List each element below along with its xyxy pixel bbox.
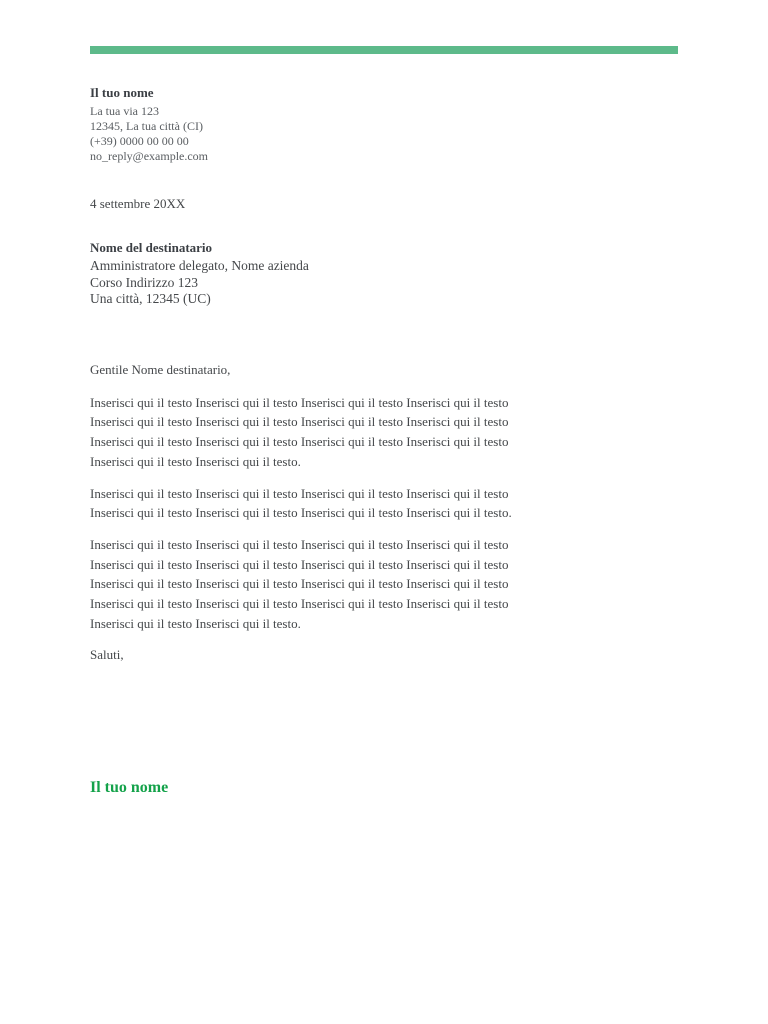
body-paragraph-3: Inserisci qui il testo Inserisci qui il testo Inserisci qui il testo Inserisci qui il testo Inserisci qui il testo Inserisci qui il testo Inserisci qui il testo Inserisci qui il testo Inserisci qui il testo Inserisci qui il testo Inserisci qui il testo Inserisci qui il testo Inserisci qui il testo Inserisci qui il testo Inserisci qui il testo Inserisci qui il testo Inserisci qui il testo Inserisci qui il testo. — [90, 536, 509, 631]
sender-block — [90, 84, 208, 164]
recipient-city: Una città, 12345 (UC) — [90, 291, 211, 306]
body-paragraph-2: Inserisci qui il testo Inserisci qui il testo Inserisci qui il testo Inserisci qui il testo Inserisci qui il testo Inserisci qui il testo Inserisci qui il testo Inserisci qui il testo. — [90, 485, 512, 521]
closing: Saluti, — [90, 647, 124, 663]
sender-address: La tua via 123 — [90, 104, 159, 118]
recipient-title-company: Amministratore delegato, Nome azienda — [90, 258, 309, 273]
header-accent-bar — [90, 46, 678, 54]
recipient-name: Nome del destinatario — [90, 240, 213, 255]
signature-name: Il tuo nome — [90, 779, 169, 796]
sender-name: Il tuo nome — [90, 85, 154, 100]
recipient-address: Corso Indirizzo 123 — [90, 274, 198, 290]
body-paragraph-1: Inserisci qui il testo Inserisci qui il testo Inserisci qui il testo Inserisci qui il testo Inserisci qui il testo Inserisci qui il testo Inserisci qui il testo Inserisci qui il testo Inserisci qui il testo Inserisci qui il testo Inserisci qui il testo Inserisci qui il testo Inserisci qui il testo Inserisci qui il testo. — [90, 394, 509, 469]
sender-email: no_reply@example.com — [90, 149, 209, 163]
sender-phone: (+39) 0000 00 00 00 — [90, 134, 189, 148]
sender-city: 12345, La tua città (CI) — [90, 119, 203, 133]
recipient-block — [90, 239, 309, 308]
letter-body — [90, 360, 545, 665]
letter-date: 4 settembre 20XX — [90, 196, 186, 211]
salutation: Gentile Nome destinatario, — [90, 362, 231, 377]
